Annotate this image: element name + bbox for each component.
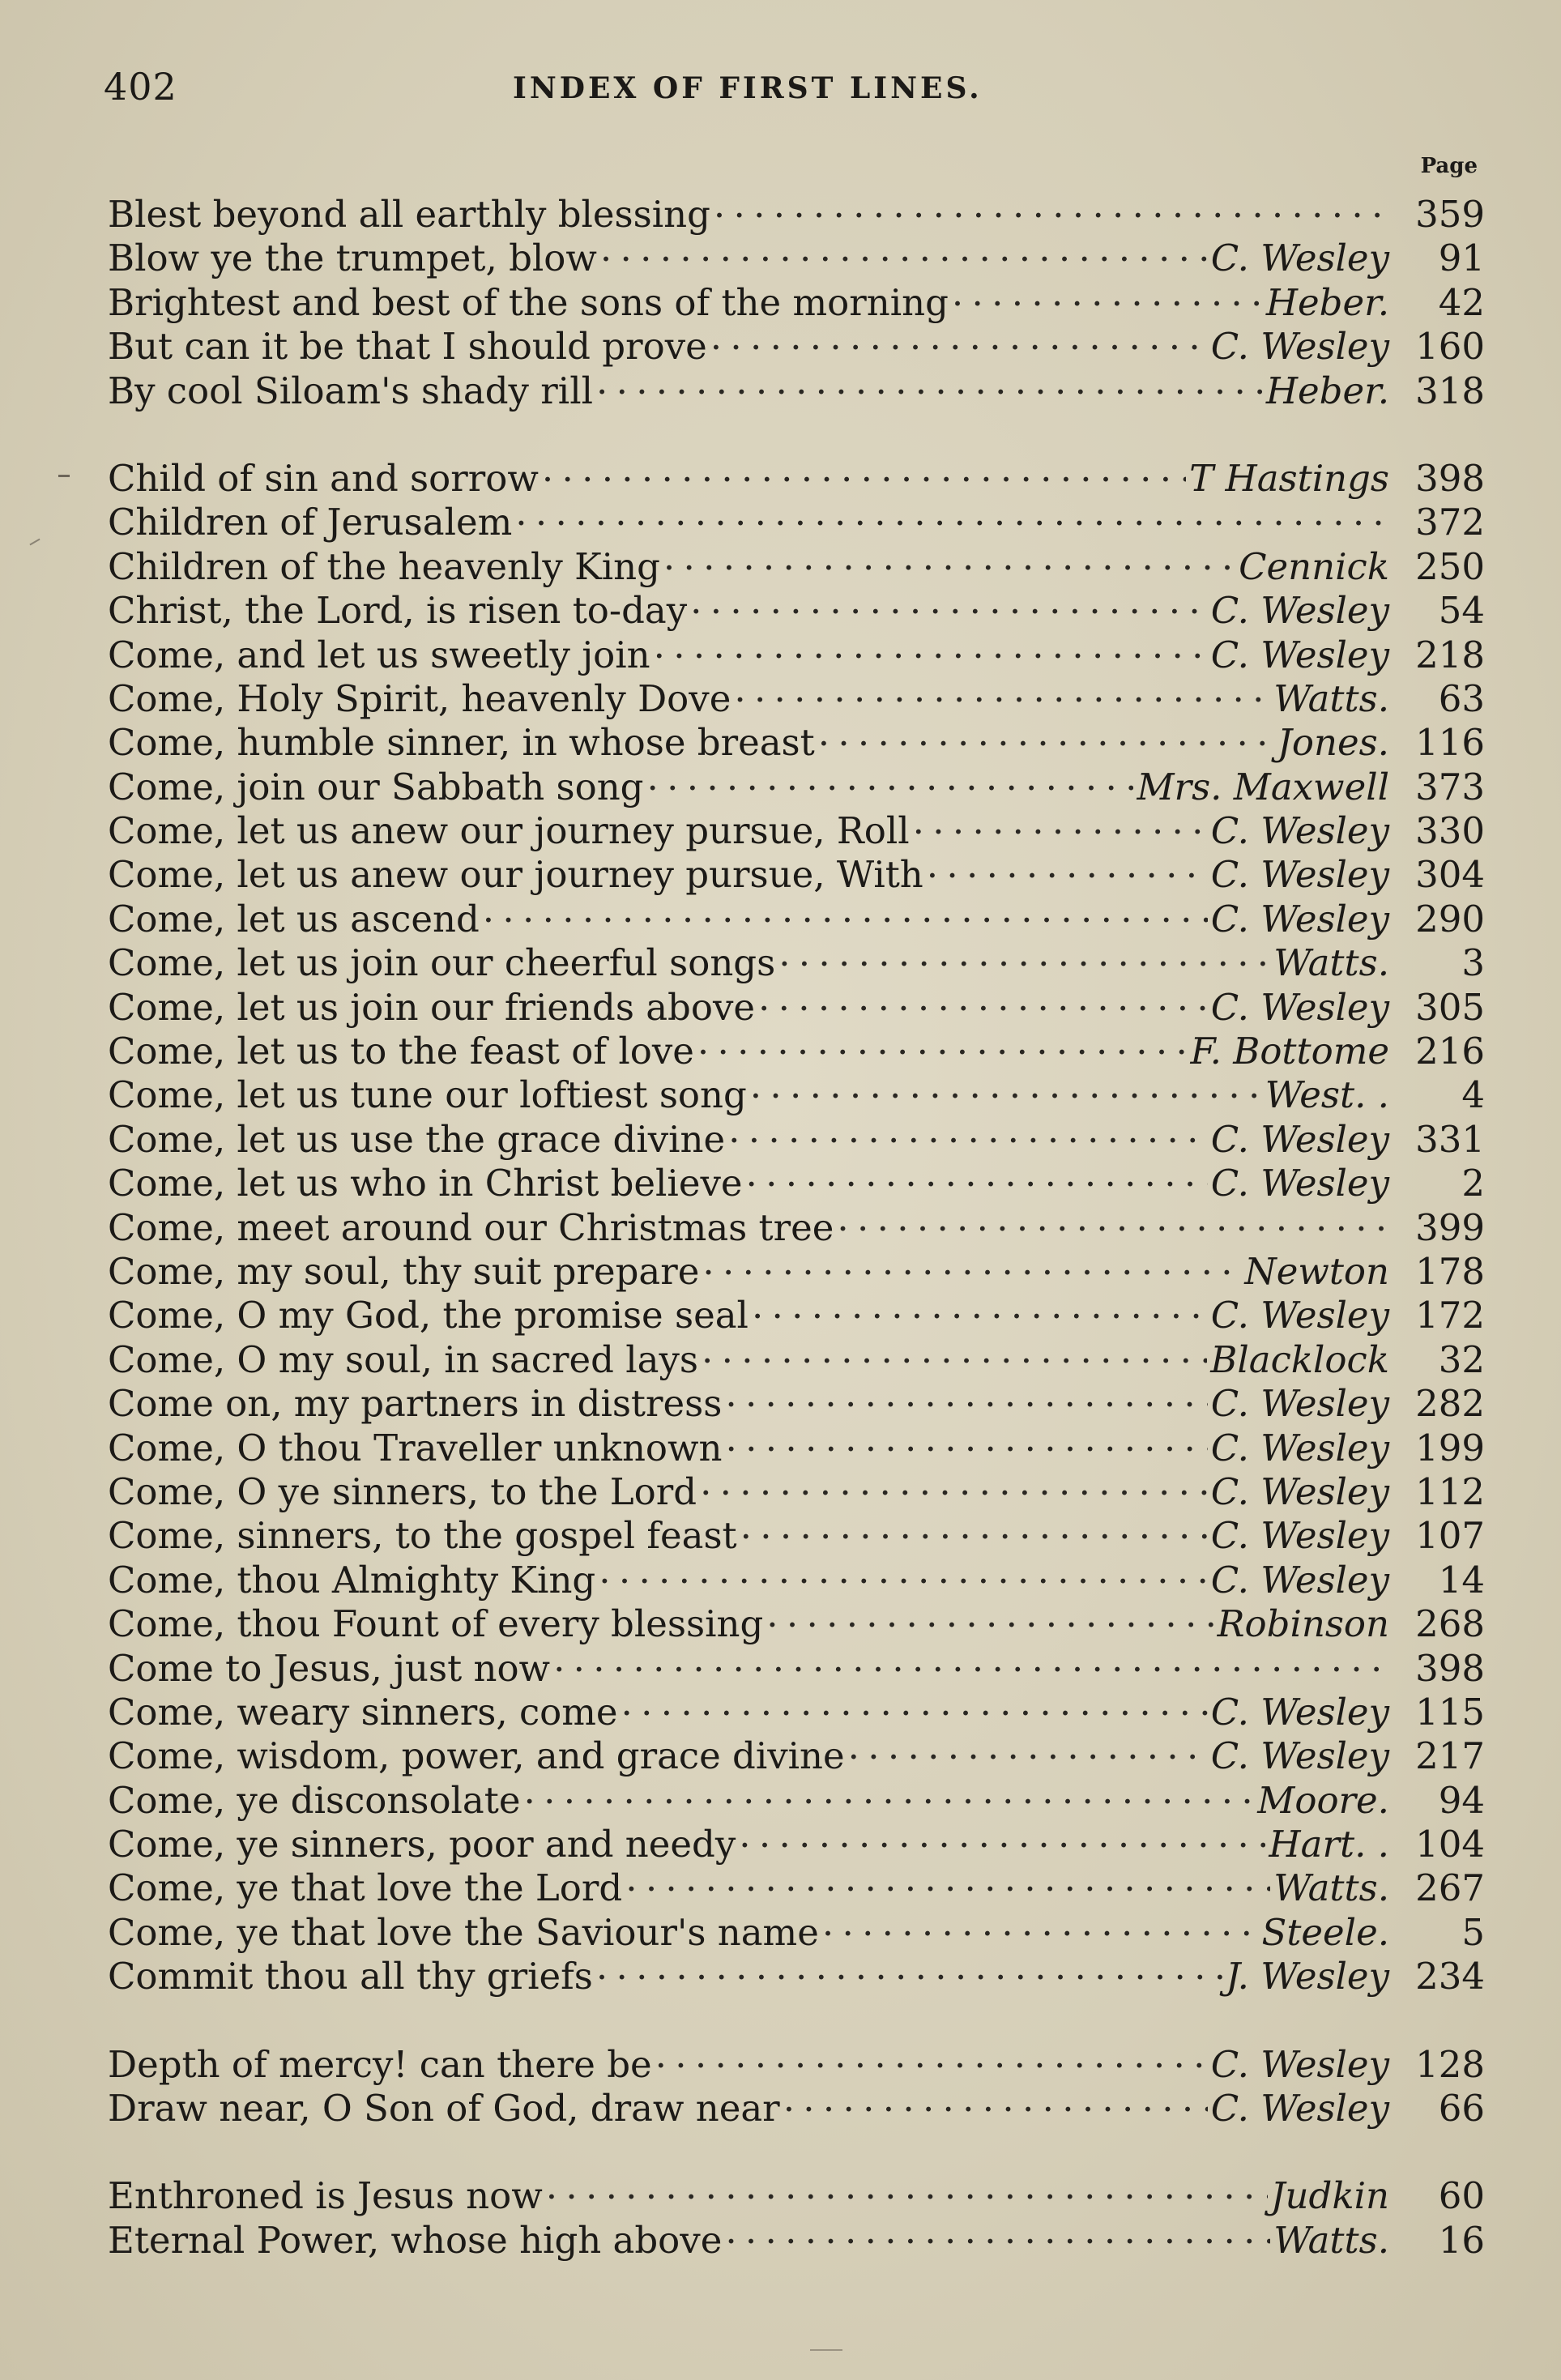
first-line-text: Depth of mercy! can there be <box>108 2042 652 2086</box>
dot-leader <box>927 843 1208 887</box>
first-line-text: Come, let us ascend <box>108 897 480 940</box>
author-name: C. Wesley <box>1210 1469 1389 1513</box>
page-reference: 128 <box>1415 2042 1485 2086</box>
page-reference: 2 <box>1461 1162 1485 1205</box>
first-line-text: Come, join our Sabbath song <box>108 765 644 808</box>
index-entry <box>108 2165 1485 2218</box>
dot-leader <box>726 1417 1208 1461</box>
author-name: Heber. <box>1265 369 1389 412</box>
page-reference: 5 <box>1461 1910 1485 1954</box>
index-group <box>108 2033 1485 2130</box>
dot-leader <box>553 1637 1386 1681</box>
author-name: Hart. . <box>1269 1823 1389 1866</box>
dot-leader <box>778 932 1270 975</box>
dot-leader <box>600 227 1208 271</box>
page-reference: 331 <box>1415 1117 1485 1161</box>
index-of-first-lines <box>108 183 1485 2262</box>
author-name: J. Wesley <box>1226 1955 1389 1998</box>
first-line-text: Enthroned is Jesus now <box>108 2174 543 2218</box>
author-name: Watts. <box>1273 676 1389 720</box>
index-group <box>108 183 1485 412</box>
page-reference: 115 <box>1415 1690 1485 1734</box>
author-name: C. Wesley <box>1210 1734 1389 1778</box>
running-title: INDEX OF FIRST LINES. <box>513 71 983 105</box>
dot-leader <box>952 271 1263 315</box>
dot-leader <box>647 756 1134 800</box>
page-reference: 318 <box>1415 369 1485 412</box>
first-line-text: By cool Siloam's shady rill <box>108 369 593 412</box>
dot-leader <box>690 579 1208 623</box>
first-line-text: Come, let us use the grace divine <box>108 1117 726 1161</box>
dot-leader <box>655 2033 1208 2077</box>
dot-leader <box>783 2077 1208 2121</box>
page-reference: 305 <box>1415 985 1485 1029</box>
author-name: Steele. <box>1261 1910 1389 1954</box>
page-reference: 63 <box>1438 676 1485 720</box>
first-line-text: Come, let us tune our loftiest song <box>108 1073 747 1117</box>
first-line-text: Come, let us join our cheerful songs <box>108 941 776 985</box>
first-line-text: Come, ye that love the Lord <box>108 1866 623 1910</box>
footer-mark <box>810 2349 842 2351</box>
page-reference: 282 <box>1415 1382 1485 1426</box>
page-reference: 94 <box>1438 1778 1485 1822</box>
author-name: C. Wesley <box>1210 589 1389 633</box>
index-entry <box>108 2033 1485 2086</box>
first-line-text: Come, let us to the feast of love <box>108 1030 694 1073</box>
author-name: C. Wesley <box>1210 2087 1389 2130</box>
dot-leader <box>483 888 1208 932</box>
index-entry <box>108 183 1485 236</box>
dot-leader <box>752 1284 1208 1328</box>
dot-leader <box>848 1725 1208 1768</box>
first-line-text: Come, ye disconsolate <box>108 1778 521 1822</box>
first-line-text: Christ, the Lord, is risen to-day <box>108 589 688 633</box>
author-name: C. Wesley <box>1210 1558 1389 1602</box>
dot-leader <box>663 535 1235 579</box>
first-line-text: Come, ye that love the Saviour's name <box>108 1910 819 1954</box>
first-line-text: Children of the heavenly King <box>108 544 660 588</box>
author-name: C. Wesley <box>1210 985 1389 1029</box>
author-name: C. Wesley <box>1210 1162 1389 1205</box>
page-reference: 4 <box>1461 1073 1485 1117</box>
author-name: Blacklock <box>1210 1337 1389 1381</box>
author-name: Mrs. Maxwell <box>1137 765 1389 808</box>
dot-leader <box>734 668 1270 711</box>
page-reference: 359 <box>1415 193 1485 236</box>
first-line-text: Child of sin and sorrow <box>108 456 539 500</box>
author-name: F. Bottome <box>1190 1030 1389 1073</box>
dot-leader <box>710 315 1208 359</box>
dot-leader <box>596 360 1263 403</box>
dot-leader <box>596 1945 1222 1989</box>
dot-leader <box>725 1372 1207 1416</box>
author-name: West. . <box>1265 1073 1389 1117</box>
author-name: C. Wesley <box>1210 853 1389 897</box>
first-line-text: Come, my soul, thy suit prepare <box>108 1249 700 1293</box>
dot-leader <box>625 1857 1270 1900</box>
dot-leader <box>621 1681 1208 1725</box>
author-name: Newton <box>1244 1249 1389 1293</box>
page-header <box>104 65 1497 122</box>
dot-leader <box>546 2165 1268 2208</box>
first-line-text: Come, let us anew our journey pursue, Roll <box>108 809 910 853</box>
stray-mark <box>29 539 40 546</box>
first-line-text: Come, humble sinner, in whose breast <box>108 721 815 765</box>
author-name: C. Wesley <box>1210 1117 1389 1161</box>
dot-leader <box>739 1813 1265 1857</box>
index-entry <box>108 447 1485 500</box>
author-name: Watts. <box>1273 941 1389 985</box>
dot-leader <box>837 1196 1386 1240</box>
first-line-text: Come on, my partners in distress <box>108 1382 723 1426</box>
page-reference: 16 <box>1438 2218 1485 2262</box>
author-name: C. Wesley <box>1210 2042 1389 2086</box>
dot-leader <box>697 1020 1188 1064</box>
index-group <box>108 447 1485 1998</box>
page-reference: 66 <box>1438 2087 1485 2130</box>
page-reference: 32 <box>1438 1337 1485 1381</box>
page-reference: 91 <box>1438 237 1485 280</box>
page-reference: 3 <box>1461 941 1485 985</box>
first-line-text: Come, let us who in Christ believe <box>108 1162 743 1205</box>
first-line-text: Commit thou all thy griefs <box>108 1955 593 1998</box>
author-name: T Hastings <box>1189 456 1389 500</box>
first-line-text: Come, Holy Spirit, heavenly Dove <box>108 676 731 720</box>
first-line-text: But can it be that I should prove <box>108 325 707 369</box>
first-line-text: Come, sinners, to the gospel feast <box>108 1514 737 1558</box>
dot-leader <box>702 1240 1241 1284</box>
dot-leader <box>654 624 1208 668</box>
page-reference: 398 <box>1415 456 1485 500</box>
author-name: C. Wesley <box>1210 1294 1389 1337</box>
page-reference: 104 <box>1415 1823 1485 1866</box>
author-name: Judkin <box>1270 2174 1389 2218</box>
first-line-text: Come, meet around our Christmas tree <box>108 1205 834 1249</box>
dot-leader <box>700 1461 1208 1504</box>
page-reference: 178 <box>1415 1249 1485 1293</box>
author-name: Watts. <box>1273 1866 1389 1910</box>
first-line-text: Brightest and best of the sons of the morning <box>108 280 949 324</box>
dot-leader <box>750 1064 1262 1107</box>
author-name: Moore. <box>1257 1778 1389 1822</box>
page-number: 402 <box>104 65 177 109</box>
first-line-text: Come, let us join our friends above <box>108 985 755 1029</box>
first-line-text: Eternal Power, whose high above <box>108 2218 723 2262</box>
dot-leader <box>702 1329 1207 1372</box>
page-reference: 268 <box>1415 1602 1485 1646</box>
index-group <box>108 2165 1485 2262</box>
dot-leader <box>515 491 1386 535</box>
author-name: Cennick <box>1239 544 1389 588</box>
page-reference: 112 <box>1415 1469 1485 1513</box>
dot-leader <box>913 800 1208 843</box>
dot-leader <box>746 1152 1208 1196</box>
page-reference: 199 <box>1415 1426 1485 1469</box>
dot-leader <box>542 447 1186 491</box>
first-line-text: Come, weary sinners, come <box>108 1690 618 1734</box>
page-reference: 160 <box>1415 325 1485 369</box>
page-reference: 398 <box>1415 1646 1485 1690</box>
stray-mark <box>58 475 70 477</box>
page-reference: 14 <box>1438 1558 1485 1602</box>
page-reference: 330 <box>1415 809 1485 853</box>
page-reference: 234 <box>1415 1955 1485 1998</box>
author-name: C. Wesley <box>1210 237 1389 280</box>
first-line-text: Come, and let us sweetly join <box>108 633 650 676</box>
first-line-text: Come, O my God, the promise seal <box>108 1294 749 1337</box>
dot-leader <box>523 1769 1254 1813</box>
first-line-text: Come, let us anew our journey pursue, With <box>108 853 923 897</box>
page-reference: 216 <box>1415 1030 1485 1073</box>
author-name: C. Wesley <box>1210 1514 1389 1558</box>
page-reference: 218 <box>1415 633 1485 676</box>
first-line-text: Come, O my soul, in sacred lays <box>108 1337 698 1381</box>
page-column-label: Page <box>1420 154 1478 178</box>
page-reference: 373 <box>1415 765 1485 808</box>
author-name: C. Wesley <box>1210 809 1389 853</box>
first-line-text: Come, wisdom, power, and grace divine <box>108 1734 845 1778</box>
dot-leader <box>758 976 1208 1020</box>
page-reference: 372 <box>1415 501 1485 544</box>
author-name: C. Wesley <box>1210 325 1389 369</box>
first-line-text: Blest beyond all earthly blessing <box>108 193 710 236</box>
page-reference: 399 <box>1415 1205 1485 1249</box>
page-reference: 250 <box>1415 544 1485 588</box>
first-line-text: Blow ye the trumpet, blow <box>108 237 597 280</box>
first-line-text: Come, ye sinners, poor and needy <box>108 1823 736 1866</box>
dot-leader <box>714 183 1386 227</box>
first-line-text: Come, O thou Traveller unknown <box>108 1426 723 1469</box>
dot-leader <box>822 1901 1259 1945</box>
dot-leader <box>599 1549 1208 1593</box>
page-reference: 116 <box>1415 721 1485 765</box>
author-name: Heber. <box>1265 280 1389 324</box>
page-reference: 54 <box>1438 589 1485 633</box>
page-reference: 267 <box>1415 1866 1485 1910</box>
first-line-text: Come, thou Fount of every blessing <box>108 1602 764 1646</box>
first-line-text: Draw near, O Son of God, draw near <box>108 2087 780 2130</box>
page-reference: 304 <box>1415 853 1485 897</box>
first-line-text: Come to Jesus, just now <box>108 1646 551 1690</box>
author-name: Jones. <box>1277 721 1389 765</box>
author-name: C. Wesley <box>1210 897 1389 940</box>
author-name: Watts. <box>1273 2218 1389 2262</box>
dot-leader <box>818 711 1274 755</box>
page-reference: 172 <box>1415 1294 1485 1337</box>
author-name: C. Wesley <box>1210 1690 1389 1734</box>
dot-leader <box>728 1108 1208 1152</box>
first-line-text: Children of Jerusalem <box>108 501 513 544</box>
author-name: C. Wesley <box>1210 1426 1389 1469</box>
author-name: Robinson <box>1217 1602 1389 1646</box>
page-reference: 107 <box>1415 1514 1485 1558</box>
author-name: C. Wesley <box>1210 1382 1389 1426</box>
dot-leader <box>766 1593 1213 1636</box>
first-line-text: Come, O ye sinners, to the Lord <box>108 1469 697 1513</box>
first-line-text: Come, thou Almighty King <box>108 1558 596 1602</box>
dot-leader <box>740 1504 1208 1548</box>
page-reference: 60 <box>1438 2174 1485 2218</box>
page-reference: 42 <box>1438 280 1485 324</box>
dot-leader <box>725 2209 1270 2253</box>
author-name: C. Wesley <box>1210 633 1389 676</box>
page-reference: 290 <box>1415 897 1485 940</box>
page-reference: 217 <box>1415 1734 1485 1778</box>
